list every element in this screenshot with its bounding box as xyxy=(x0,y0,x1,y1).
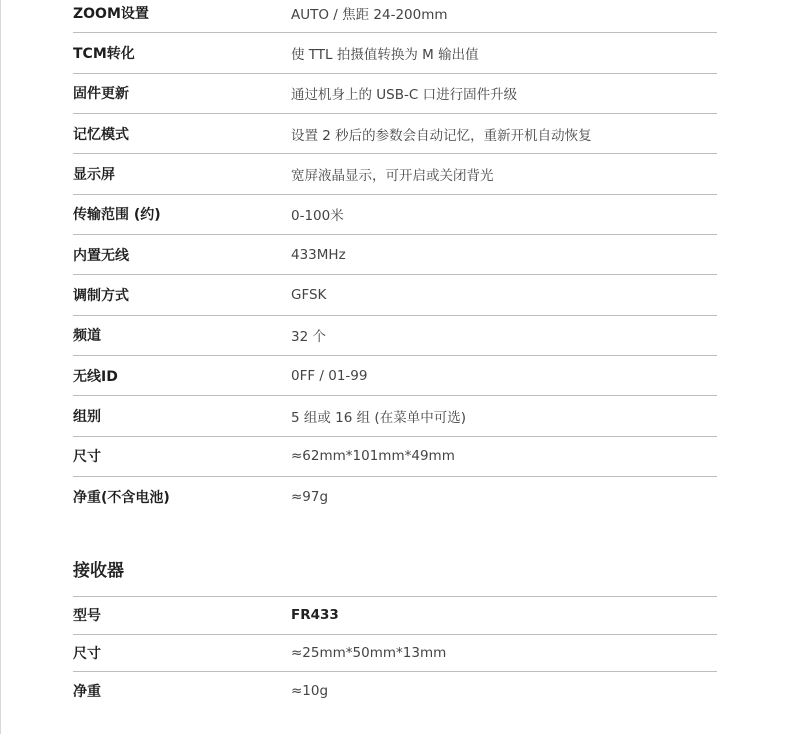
spec-label: ZOOM设置 xyxy=(73,5,149,22)
spec-label: 尺寸 xyxy=(73,645,101,662)
spec-row-wireless-id xyxy=(73,356,717,396)
spec-row-weight xyxy=(73,477,717,517)
spec-value: GFSK xyxy=(291,286,327,303)
receiver-row-size xyxy=(73,635,717,673)
spec-label: 型号 xyxy=(73,608,101,625)
spec-value: 5 组或 16 组 (在菜单中可选) xyxy=(291,409,466,426)
spec-value: ≈97g xyxy=(291,489,329,506)
spec-label: 传输范围 (约) xyxy=(73,207,161,224)
spec-row-range xyxy=(73,195,717,235)
spec-row-tcm xyxy=(73,33,717,73)
spec-row-channels xyxy=(73,316,717,356)
spec-value: FR433 xyxy=(291,607,339,624)
spec-value: ≈25mm*50mm*13mm xyxy=(291,644,447,661)
spec-row-display xyxy=(73,154,717,194)
page-left-border xyxy=(0,0,1,734)
spec-value: 32 个 xyxy=(291,329,326,346)
spec-label: 频道 xyxy=(73,328,101,345)
spec-label: 显示屏 xyxy=(73,166,115,183)
receiver-row-weight xyxy=(73,672,717,710)
spec-label: 固件更新 xyxy=(73,86,129,103)
spec-label: 组别 xyxy=(73,408,101,425)
spec-value: 设置 2 秒后的参数会自动记忆，重新开机自动恢复 xyxy=(291,127,592,144)
spec-value: 0-100米 xyxy=(291,208,344,225)
spec-value: 宽屏液晶显示，可开启或关闭背光 xyxy=(291,167,494,184)
spec-label: 尺寸 xyxy=(73,449,101,466)
spec-value: 433MHz xyxy=(291,246,346,263)
spec-label: 内置无线 xyxy=(73,247,129,264)
spec-label: 调制方式 xyxy=(73,287,129,304)
spec-row-zoom xyxy=(73,0,717,33)
spec-label: 净重 xyxy=(73,683,101,700)
spec-label: 无线ID xyxy=(73,368,118,385)
spec-value: 使 TTL 拍摄值转换为 M 输出值 xyxy=(291,46,479,63)
spec-row-modulation xyxy=(73,275,717,315)
receiver-spec-table xyxy=(73,596,717,710)
spec-label: TCM转化 xyxy=(73,45,135,62)
spec-row-groups xyxy=(73,396,717,436)
transmitter-spec-table xyxy=(73,0,717,517)
receiver-row-model xyxy=(73,597,717,635)
spec-row-firmware xyxy=(73,74,717,114)
spec-value: ≈62mm*101mm*49mm xyxy=(291,448,455,465)
spec-label: 记忆模式 xyxy=(73,126,129,143)
spec-row-memory xyxy=(73,114,717,154)
spec-label: 净重(不含电池) xyxy=(73,490,170,507)
spec-row-wireless xyxy=(73,235,717,275)
spec-value: AUTO / 焦距 24-200mm xyxy=(291,6,448,23)
spec-value: 通过机身上的 USB-C 口进行固件升级 xyxy=(291,87,518,104)
spec-value: 0FF / 01-99 xyxy=(291,367,368,384)
spec-row-size xyxy=(73,437,717,477)
spec-value: ≈10g xyxy=(291,682,329,699)
receiver-section-title: 接收器 xyxy=(73,561,124,581)
